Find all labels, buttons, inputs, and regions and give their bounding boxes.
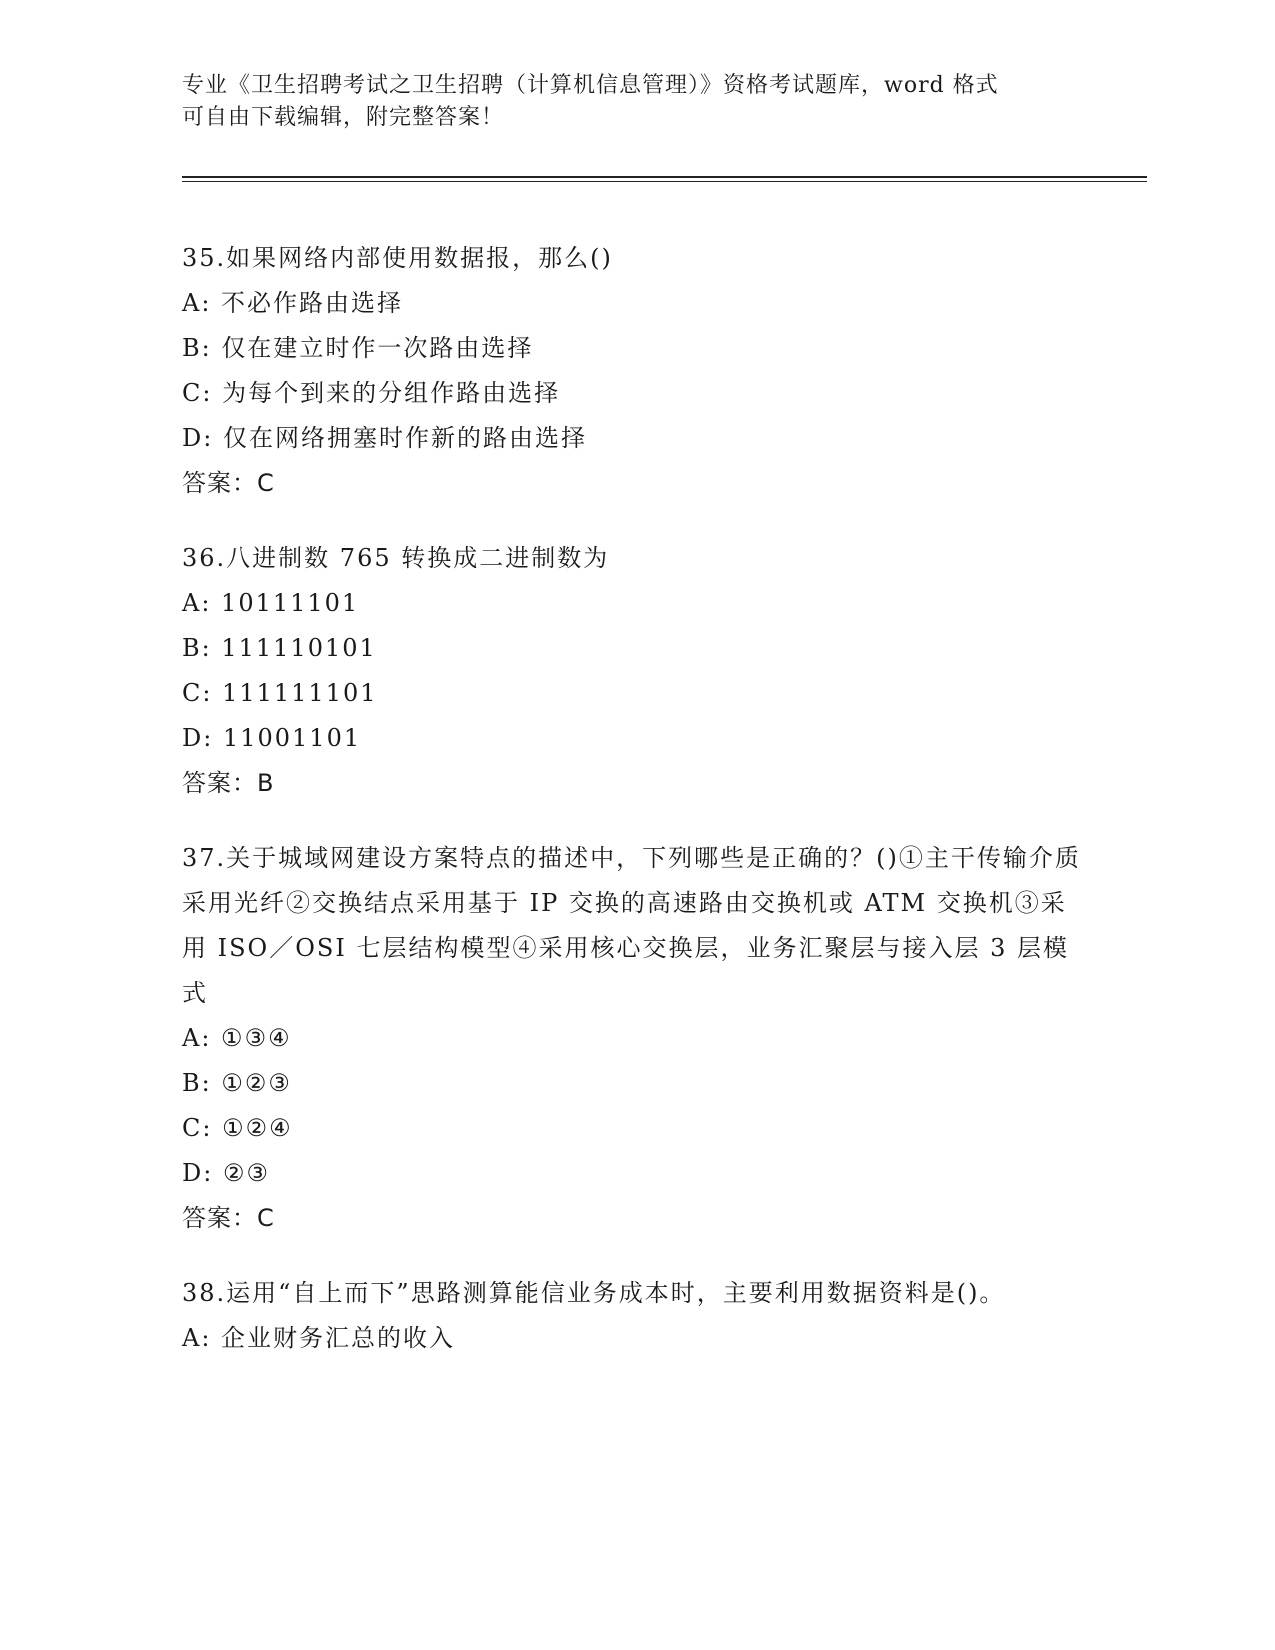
option-a: A: 不必作路由选择 [182,289,404,317]
option-a: A: 10111101 [182,589,360,617]
header-rule-thin [182,181,1147,182]
answer-line: 答案：C [182,1204,275,1232]
answer-line: 答案：B [182,769,275,797]
question-stem: 35.如果网络内部使用数据报，那么() [182,244,613,272]
option-d: D: ②③ [182,1159,270,1187]
question-38 [182,1271,1082,1361]
option-b: B: ①②③ [182,1069,292,1097]
header-rule-thick [182,176,1147,178]
option-a: A: 企业财务汇总的收入 [182,1324,456,1352]
document-header [182,70,1062,134]
question-stem: 36.八进制数 765 转换成二进制数为 [182,544,610,572]
option-c: C: ①②④ [182,1114,293,1142]
header-line-2: 可自由下载编辑，附完整答案！ [182,105,505,130]
option-b: B: 仅在建立时作一次路由选择 [182,334,534,362]
option-d: D: 11001101 [182,724,362,752]
question-stem: 37.关于城域网建设方案特点的描述中，下列哪些是正确的？()①主干传输介质采用光纤②交换结点采用基于 IP 交换的高速路由交换机或 ATM 交换机③采用 ISO／OSI 七层结构模型④采用核心交换层，业务汇聚层与接入层 3 层模式 [182,844,1081,1007]
option-c: C: 111111101 [182,679,378,707]
header-line-1: 专业《卫生招聘考试之卫生招聘（计算机信息管理）》资格考试题库，word 格式 [182,73,999,98]
question-36 [182,536,1082,806]
question-stem: 38.运用“自上而下”思路测算能信业务成本时，主要利用数据资料是()。 [182,1279,1006,1307]
answer-line: 答案：C [182,469,275,497]
option-a: A: ①③④ [182,1024,292,1052]
question-35 [182,236,1082,506]
option-c: C: 为每个到来的分组作路由选择 [182,379,561,407]
option-d: D: 仅在网络拥塞时作新的路由选择 [182,424,587,452]
option-b: B: 111110101 [182,634,377,662]
question-list [182,236,1082,1391]
question-37 [182,836,1082,1241]
